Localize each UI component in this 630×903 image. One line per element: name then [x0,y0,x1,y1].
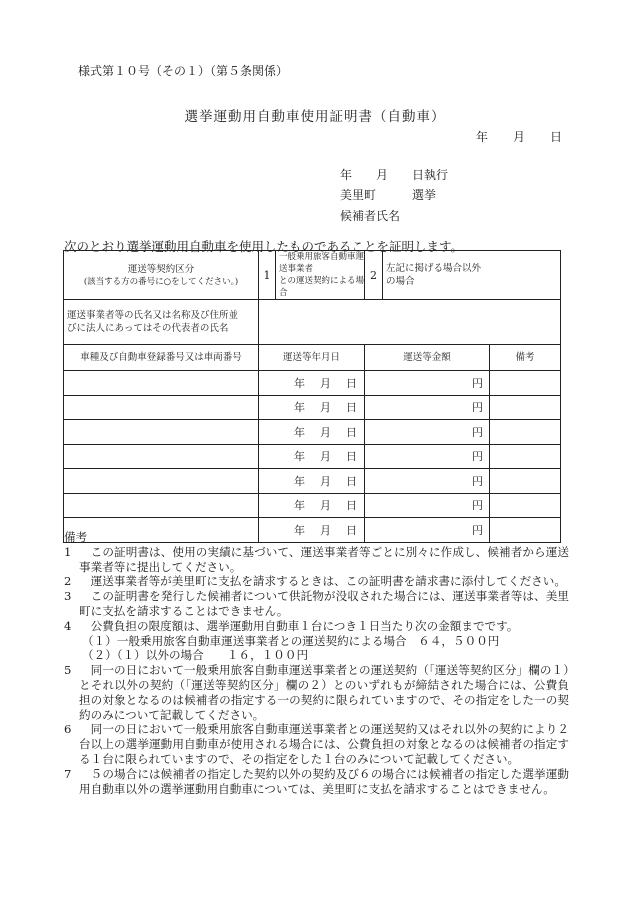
limit-line: （１）一般乗用旅客自動車運送事業者との運送契約による場合 ６４，５００円 [82,633,500,648]
date-day-label: 日 [346,523,357,537]
yen-label: 円 [472,376,483,390]
note-number: 2 [64,574,72,589]
intro-text: 次のとおり選挙運動用自動車を使用したものであることを証明します。 [64,239,464,254]
table-row [64,395,561,420]
note-item [64,619,569,634]
date-month-label: 月 [320,523,331,537]
note-number: 7 [64,766,72,781]
date-year-label: 年 [294,450,305,464]
candidate-name-label: 候補者氏名 [340,209,401,223]
yen-label: 円 [472,425,483,439]
note-item [64,767,569,797]
note-number: 1 [64,544,72,559]
amount-cell[interactable] [365,420,490,445]
vehicle-cell[interactable] [64,469,259,494]
limit-line: （２）（１）以外の場合 １６，１００円 [82,648,309,663]
note-text: 同一の日において一般乗用旅客自動車運送事業者との運送契約又はそれ以外の契約により２台以上の選挙運動用自動車が使用される場合には、公費負担の対象となるのは候補者の指定する１台に限られていますので、その指定をした１台のみについて記載してください。 [79,722,569,766]
date-month-label: 月 [320,499,331,513]
vehicle-cell[interactable] [64,493,259,518]
note-number: 3 [64,589,72,604]
remarks-cell[interactable] [490,395,561,420]
col-date: 運送等年月日 [259,345,365,371]
vehicle-cell[interactable] [64,395,259,420]
remarks-cell[interactable] [490,371,561,396]
issue-year: 年 [476,130,489,144]
note-item [64,545,569,575]
date-month-label: 月 [320,425,331,439]
date-day-label: 日 [346,401,357,415]
col-vehicle: 車種及び自動車登録番号又は車両番号 [64,345,259,371]
yen-label: 円 [472,401,483,415]
vehicle-cell[interactable] [64,444,259,469]
note-number: 4 [64,618,72,633]
date-cell[interactable] [259,371,365,396]
election-day: 日執行 [412,168,449,182]
issue-day: 日 [550,130,563,144]
notes-heading: 備考 [64,530,88,544]
date-year-label: 年 [294,425,305,439]
date-cell[interactable] [259,420,365,445]
amount-cell[interactable] [365,444,490,469]
date-month-label: 月 [320,474,331,488]
table-row [64,469,561,494]
date-year-label: 年 [294,474,305,488]
date-cell[interactable] [259,444,365,469]
note-text: ５の場合には候補者の指定した契約以外の契約及び６の場合には候補者の指定した選挙運動用自動車以外の選挙運動用自動車については、美里町に支払を請求することはできません。 [79,766,569,796]
date-day-label: 日 [346,474,357,488]
date-year-label: 年 [294,376,305,390]
date-month-label: 月 [320,450,331,464]
election-month: 月 [376,168,389,182]
amount-cell[interactable] [365,469,490,494]
note-text: 運送事業者等が美里町に支払を請求するときは、この証明書を請求書に添付してください。 [79,574,566,589]
note-number: 6 [64,722,72,737]
note-item [64,663,569,722]
date-day-label: 日 [346,425,357,439]
date-year-label: 年 [294,523,305,537]
yen-label: 円 [472,450,483,464]
operator-label: 運送事業者等の氏名又は名称及び住所並 びに法人にあってはその代表者の氏名 [64,300,259,345]
date-cell[interactable] [259,395,365,420]
table-row [64,420,561,445]
remarks-cell[interactable] [490,493,561,518]
date-day-label: 日 [346,376,357,390]
date-month-label: 月 [320,401,331,415]
date-day-label: 日 [346,450,357,464]
issue-month: 月 [513,130,526,144]
vehicle-cell[interactable] [64,420,259,445]
col-amount: 運送等金額 [365,345,490,371]
date-year-label: 年 [294,499,305,513]
note-text: この証明書は、使用の実績に基づいて、運送事業者等ごとに別々に作成し、候補者から運送事業者等に提出してください。 [79,544,569,574]
remarks-cell[interactable] [490,420,561,445]
usage-table [63,250,561,543]
table-row [64,371,561,396]
table-row [64,493,561,518]
remarks-cell[interactable] [490,444,561,469]
note-text: 同一の日において一般乗用旅客自動車運送事業者との運送契約（「運送等契約区分」欄の１）とそれ以外の契約（「運送等契約区分」欄の２）とのいずれもが締結された場合には、公費負担の対象となるのは候補者の指定する一の契約に限られていますので、その指定をした一の契約のみについて記載してください。 [79,663,569,722]
yen-label: 円 [472,523,483,537]
date-year-label: 年 [294,401,305,415]
election-year: 年 [340,168,353,182]
remarks-cell[interactable] [490,469,561,494]
date-day-label: 日 [346,499,357,513]
date-cell[interactable] [259,493,365,518]
date-cell[interactable] [259,469,365,494]
amount-cell[interactable] [365,371,490,396]
note-item [64,722,569,766]
col-remarks: 備考 [490,345,561,371]
option-2-number: 2 [365,251,383,300]
document-title: 選挙運動用自動車使用証明書（自動車） [184,109,446,125]
table-row [64,444,561,469]
amount-cell[interactable] [365,395,490,420]
amount-cell[interactable] [365,493,490,518]
note-text: この証明書を発行した候補者について供託物が没収された場合には、運送事業者等は、美里町に支払を請求することはできません。 [79,589,569,618]
column-header-row [64,345,561,371]
option-1-text: 一般乗用旅客自動車運送事業者 との運送契約による場合 [276,251,365,300]
option-1-number: 1 [259,251,276,300]
notes-section [64,530,569,796]
yen-label: 円 [472,499,483,513]
yen-label: 円 [472,474,483,488]
contract-type-label: 運送等契約区分 (該当する方の番号に○をしてください。) [64,251,259,300]
note-text: 公費負担の限度額は、選挙運動用自動車１台につき１日当たり次の金額までです。 [79,618,519,633]
note-number: 5 [64,663,72,678]
note-item [64,589,569,619]
option-2-text: 左記に掲げる場合以外 の場合 [383,251,561,300]
election-label: 選挙 [412,188,437,202]
note-item [64,574,569,589]
vehicle-cell[interactable] [64,371,259,396]
town-name: 美里町 [340,188,377,202]
operator-value[interactable] [259,300,561,345]
form-number: 様式第１０号（その１）（第５条関係） [78,64,289,78]
date-month-label: 月 [320,376,331,390]
